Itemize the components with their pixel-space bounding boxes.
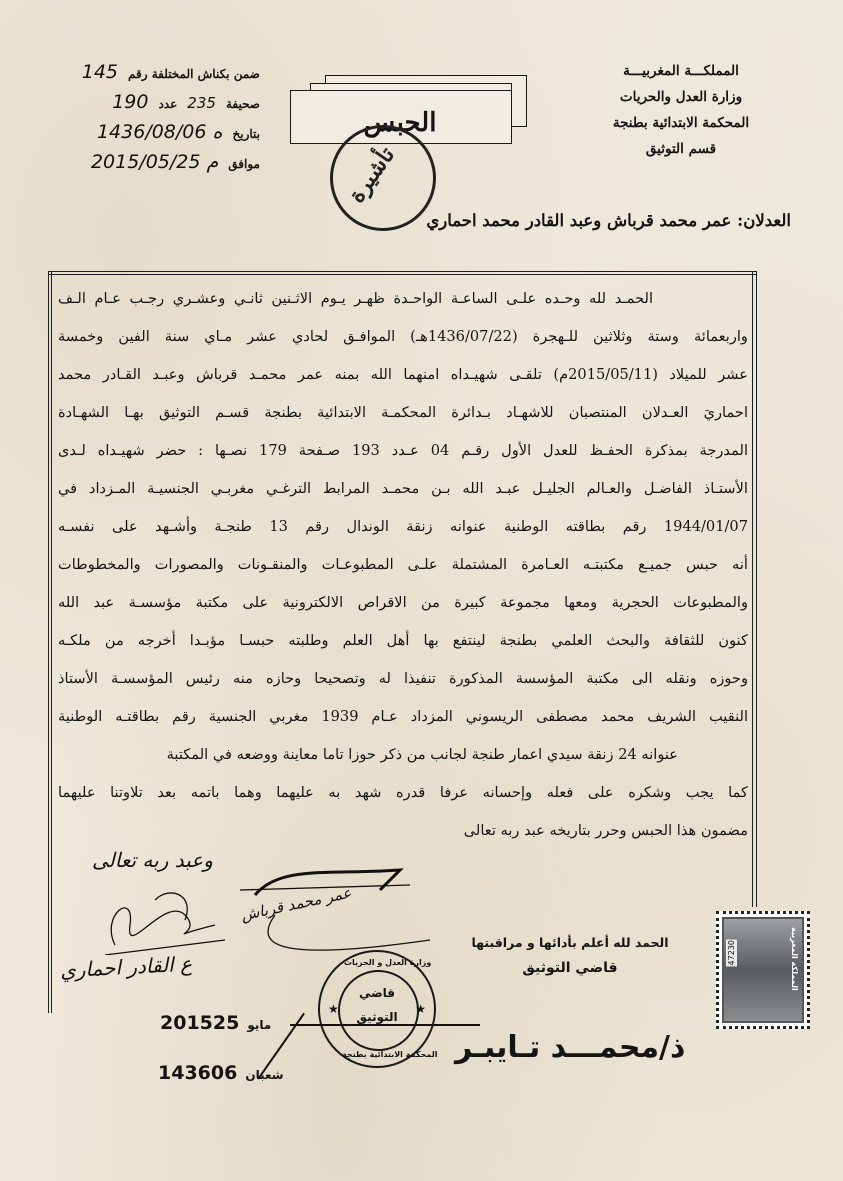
deed-body — [58, 280, 748, 850]
date-label: بتاريخ — [232, 127, 260, 141]
visa-stamp-text: تأشيرة — [343, 142, 401, 208]
star-icon: ★ — [415, 1002, 426, 1016]
text-frame-top-border — [48, 271, 757, 275]
body-line: المدرجة بمذكرة الحفـظ للعدل الأول رقـم 04 عـدد 193 صـفحة 179 نصـها : حضر شهيـداه لـدى — [58, 442, 749, 459]
text-frame-left-border — [48, 271, 52, 1013]
visa-stamp — [330, 125, 436, 231]
corresponding-value: 2015/05/25 م — [90, 151, 219, 173]
stamp-strike-line — [290, 1024, 480, 1026]
number-value: 190 — [112, 91, 149, 113]
hijri-day: 06 — [210, 1062, 238, 1084]
witness-two-handwriting: وعبد ربه تعالى — [92, 848, 213, 872]
body-line: واربعمائة وستة وثلاثين للـهجرة (1436/07/22هـ) الموافـق لحادي عشر مـاي سنة الفين وخمسة — [58, 328, 748, 345]
body-line: أنه حبس جميـع مكتبتـه العـامرة المشتملة علـى المطبوعـات والمنقـونات والمصورات والمخطوطات — [58, 556, 748, 573]
court-stamp-ring-top: وزارة العدل و الحريات — [344, 958, 432, 967]
court-stamp-ring-bottom: المحكمة الابتدائية بطنجة — [342, 1050, 438, 1059]
body-line: كما يجب وشكره على فعله وإحسانه عرفا قدره شهد به عليهما وهما باتمه بعد تلاوتنا عليهما — [58, 784, 748, 801]
court-stamp — [318, 950, 436, 1068]
body-line: وحوزه ونقله الى مكتبة المؤسسة المذكورة تنفيذا له وتصحيحا وحازه منه رئيس المؤسسـة الأستاذ — [58, 670, 748, 687]
hijri-month: شعبان — [245, 1068, 284, 1082]
authority-line-department: قسم التوثيق — [645, 141, 717, 157]
register-reference — [50, 58, 260, 178]
gregorian-date-stamp — [160, 1012, 279, 1034]
star-icon: ★ — [328, 1002, 339, 1016]
witness-one-signature-scribble — [230, 860, 430, 970]
date-row — [50, 118, 260, 148]
body-line: 1944/01/07 رقم بطاقته الوطنية عنوانه زنقة الوندال رقم 13 طنجـة وأشـهد على نفسـه — [58, 518, 748, 535]
page-value: 235 — [187, 94, 216, 112]
page-row — [50, 88, 260, 118]
judge-endorsement — [470, 935, 670, 976]
body-line: كنون للثقافة والبحث العلمي بطنجة لينتفع بها أهل العلم وطلبته حبسـا مؤبـدا أخرجه من ملكـه — [58, 632, 748, 649]
authority-line-court: المحكمة الابتدائية بطنجة — [612, 115, 750, 131]
hijri-date-stamp — [158, 1062, 292, 1084]
body-line: النقيب الشريف محمد مصطفى الريسوني المزداد عـام 1939 مغربي الجنسية رقم بطاقتـه الوطنية — [58, 708, 748, 725]
witness-two-signature-scribble — [95, 885, 235, 955]
corresponding-row — [50, 148, 260, 178]
authority-line-ministry: وزارة العدل والحريات — [619, 89, 743, 105]
gregorian-year: 2015 — [160, 1012, 213, 1034]
number-label: عدد — [158, 97, 178, 111]
body-line: عشر للميلاد (2015/05/11م) تلقـى شهيـداه امنهما الله بمنه عمر محمـد قرباش وعبـد القـادر محمد — [58, 366, 749, 383]
witness-one-signature: عمر محمد قرباش — [239, 883, 353, 925]
notaries-line: العدلان: عمر محمد قرباش وعبد القادر محمد احماري — [426, 211, 791, 230]
gregorian-day: 25 — [212, 1012, 240, 1034]
page-label: صحيفة — [225, 97, 260, 111]
body-line: مضمون هذا الحبس وحرر بتاريخه عبد ربه تعالى — [463, 822, 748, 839]
fiscal-stamp — [716, 911, 810, 1029]
body-line: الأستـاذ الفاضـل والعـالم الجليـل عبـد الله بـن محمـد المرابط الترغـي مغربـي الجنسيـة المـزداد في — [58, 480, 748, 497]
judge-title: قاضي التوثيق — [522, 960, 618, 976]
gregorian-month: مايو — [247, 1018, 272, 1032]
witness-two-name: ع القادر احماري — [59, 951, 193, 983]
body-line: عنوانه 24 زنقة سيدي اعمار طنجة لجانب من ذكر حوزا تاما معاينة ووضعه في المكتبة — [166, 746, 678, 763]
fiscal-stamp-image — [722, 917, 804, 1023]
date-value: 1436/08/06 ه — [96, 121, 223, 143]
register-row — [50, 58, 260, 88]
court-stamp-center-top: قاضي — [358, 986, 396, 1000]
fiscal-stamp-text: المملكة المغربية — [790, 927, 799, 991]
judge-name: ذ/محمـــد تـايبـر — [455, 1030, 686, 1065]
hijri-year: 1436 — [158, 1062, 211, 1084]
register-value: 145 — [81, 61, 119, 83]
register-label: ضمن بكناش المختلفة رقم — [128, 67, 260, 81]
corresponding-label: موافق — [228, 157, 260, 171]
fiscal-stamp-number: 47230 — [727, 940, 736, 966]
issuing-authority — [571, 58, 791, 162]
judge-approval-text: الحمد لله أعلم بأدائها و مراقبتها — [471, 935, 669, 950]
document-title: الحبس — [363, 108, 437, 138]
body-line: والمطبوعات الحجرية ومعها مجموعة كبيرة من الاقراص الالكترونية على مكتبة مؤسسـة عبد الله — [58, 594, 748, 611]
authority-line-kingdom: المملكـــة المغربيـــة — [623, 63, 739, 79]
body-line: الحمـد لله وحـده علـى الساعـة الواحـدة ظهـر يـوم الاثـنين ثانـي وعشـري رجـب عـام الـف — [58, 290, 653, 307]
body-line: احماريَ العـدلان المنتصبان للاشهـاد بـدائرة المحكمـة الابتدائية بطنجة قسـم التوثيق بهـا الشهـادة — [58, 404, 748, 421]
court-stamp-center-bottom: التوثيق — [356, 1010, 398, 1024]
text-frame-right-border — [752, 271, 757, 907]
